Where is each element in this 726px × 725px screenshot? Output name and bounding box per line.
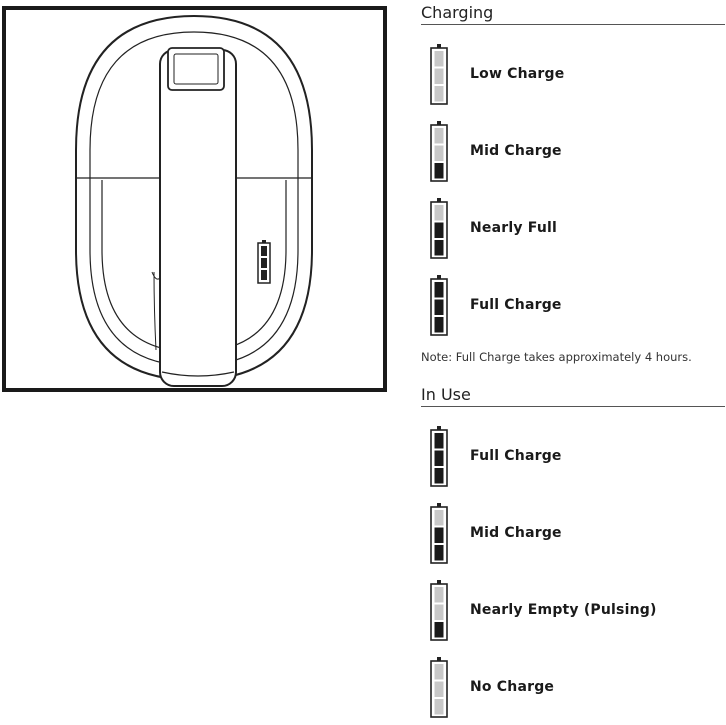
- battery-segment-filled: [435, 300, 444, 316]
- battery-icon: [430, 657, 448, 719]
- battery-segment-filled: [435, 317, 444, 333]
- battery-segment-empty: [435, 69, 444, 85]
- battery-segment-filled: [435, 545, 444, 561]
- battery-icon: [430, 198, 448, 260]
- charging-row-full: [430, 275, 720, 337]
- device-battery-indicator: [258, 240, 270, 283]
- charging-row-nearly-full: [430, 198, 720, 260]
- battery-icon: [430, 275, 448, 337]
- status-label: Low Charge: [470, 66, 565, 82]
- battery-segment-empty: [435, 86, 444, 102]
- status-label: Full Charge: [470, 448, 562, 464]
- in-use-row-full: [430, 426, 720, 488]
- status-label: Nearly Full: [470, 220, 557, 236]
- battery-icon: [430, 121, 448, 183]
- charging-heading: Charging: [421, 4, 725, 25]
- battery-segment-empty: [435, 664, 444, 680]
- battery-segment-empty: [435, 605, 444, 621]
- battery-segment-empty: [435, 128, 444, 144]
- battery-segment-empty: [435, 51, 444, 67]
- battery-segment-filled: [435, 433, 444, 449]
- device-illustration: [2, 6, 387, 392]
- status-label: Mid Charge: [470, 525, 562, 541]
- status-label: Nearly Empty (Pulsing): [470, 602, 657, 618]
- status-label: Full Charge: [470, 297, 562, 313]
- battery-icon: [430, 580, 448, 642]
- battery-segment-filled: [435, 223, 444, 239]
- charging-row-low: [430, 44, 720, 106]
- battery-icon: [430, 44, 448, 106]
- in-use-heading: In Use: [421, 386, 725, 407]
- battery-segment-filled: [435, 468, 444, 484]
- status-label: No Charge: [470, 679, 555, 695]
- in-use-row-mid: [430, 503, 720, 565]
- in-use-row-nearly-empty: [430, 580, 720, 642]
- battery-segment-empty: [435, 682, 444, 698]
- battery-segment-filled: [435, 622, 444, 638]
- battery-segment-filled: [435, 240, 444, 256]
- battery-segment-filled: [435, 451, 444, 467]
- battery-icon: [430, 503, 448, 565]
- battery-segment-empty: [435, 699, 444, 715]
- battery-segment-filled: [435, 528, 444, 544]
- charging-row-mid: [430, 121, 720, 183]
- in-use-row-none: [430, 657, 720, 719]
- battery-icon: [430, 426, 448, 488]
- charging-note: Note: Full Charge takes approximately 4 hours.: [421, 350, 692, 364]
- battery-segment-empty: [435, 146, 444, 162]
- battery-segment-filled: [435, 282, 444, 298]
- battery-segment-empty: [435, 587, 444, 603]
- status-label: Mid Charge: [470, 143, 562, 159]
- battery-segment-empty: [435, 205, 444, 221]
- battery-segment-filled: [435, 163, 444, 179]
- device-drawing: [6, 10, 383, 388]
- battery-segment-empty: [435, 510, 444, 526]
